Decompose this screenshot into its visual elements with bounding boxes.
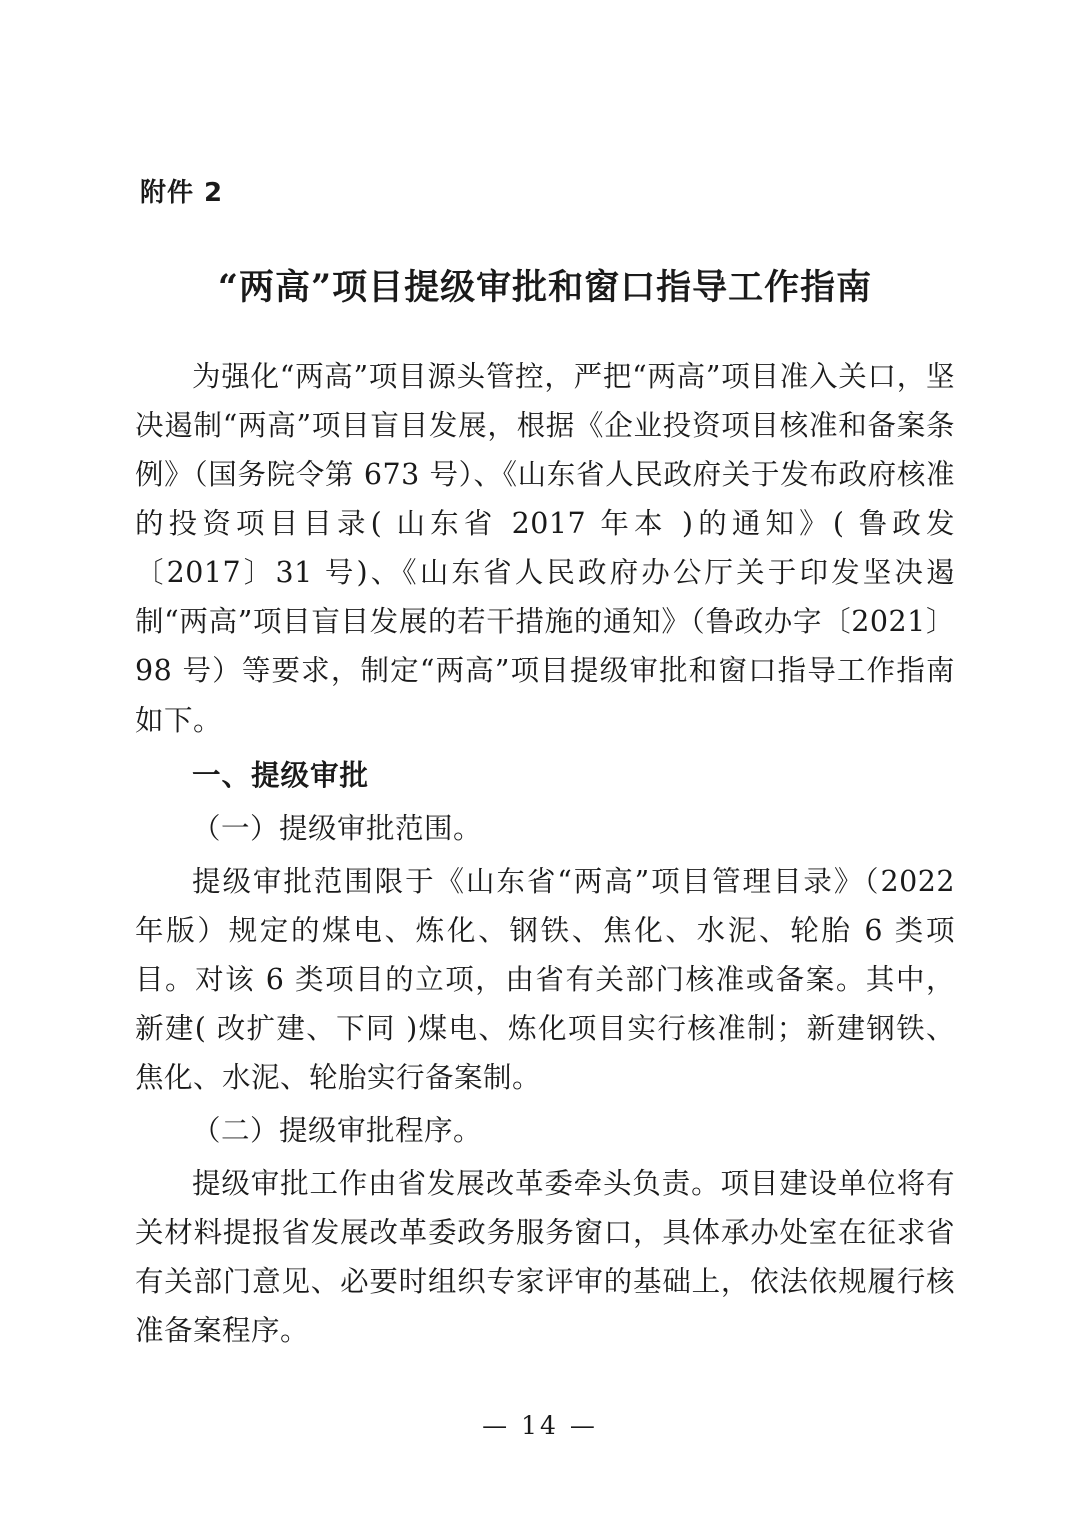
- attachment-label: 附件 2: [140, 178, 224, 208]
- paragraph-intro: 为强化“两高”项目源头管控，严把“两高”项目准入关口，坚决遏制“两高”项目盲目发展，根据《企业投资项目核准和备案条例》（国务院令第 673 号）、《山东省人民政府关于发布政府核准的投资项目目录( 山东省 2017 年本 )的通知》( 鲁政发〔2017〕31 号)、《山东省人民政府办公厅关于印发坚决遏制“两高”项目盲目发展的若干措施的通知》（鲁政办字〔2021〕98 号）等要求，制定“两高”项目提级审批和窗口指导工作指南如下。: [135, 360, 955, 737]
- document-body: [135, 352, 955, 1354]
- paragraph-procedure: 提级审批工作由省发展改革委牵头负责。项目建设单位将有关材料提报省发展改革委政务服务窗口，具体承办处室在征求省有关部门意见、必要时组织专家评审的基础上，依法依规履行核准备案程序。: [135, 1166, 955, 1347]
- section-heading-1: 一、提级审批: [192, 758, 370, 792]
- paragraph-subheading-2: （二）提级审批程序。: [192, 1113, 483, 1147]
- paragraph-subheading-1: （一）提级审批范围。: [192, 811, 483, 845]
- paragraph-scope: 提级审批范围限于《山东省“两高”项目管理目录》（2022 年版）规定的煤电、炼化、钢铁、焦化、水泥、轮胎 6 类项目。对该 6 类项目的立项，由省有关部门核准或备案。其中，新建( 改扩建、下同 )煤电、炼化项目实行核准制；新建钢铁、焦化、水泥、轮胎实行备案制。: [135, 864, 955, 1094]
- page-title: “两高”项目提级审批和窗口指导工作指南: [217, 267, 873, 309]
- page-number: — 14 —: [482, 1411, 598, 1440]
